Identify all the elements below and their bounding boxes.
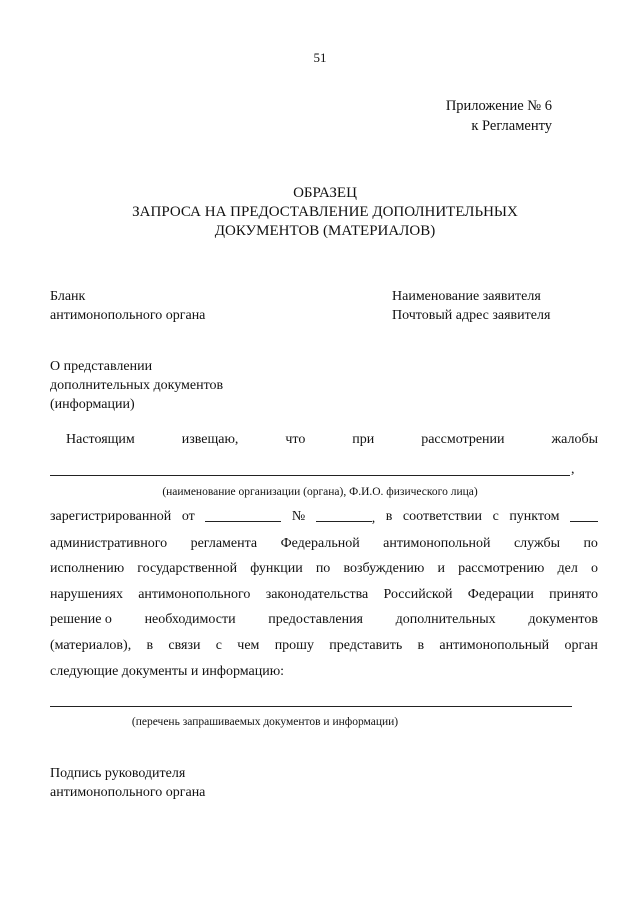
- word: службы: [513, 536, 560, 551]
- word: извещаю,: [181, 432, 239, 447]
- registration-date-blank: [205, 509, 281, 522]
- word: жалобы: [551, 432, 598, 447]
- word: принято: [549, 587, 598, 602]
- word: исполнению: [50, 561, 125, 576]
- word: в: [146, 638, 154, 653]
- body-line-4: [50, 536, 598, 552]
- word: дел: [557, 561, 578, 576]
- word: решение о: [50, 612, 112, 627]
- word: орган: [564, 638, 598, 653]
- word: антимонопольного: [138, 587, 251, 602]
- document-title: [60, 184, 590, 241]
- letterhead-line-2: антимонопольного органа: [50, 308, 206, 323]
- word: соответствии: [402, 509, 483, 524]
- word: и: [437, 561, 445, 576]
- subject-line-2: дополнительных документов: [50, 378, 224, 393]
- number-sign: №: [291, 509, 306, 524]
- organization-blank-line: [50, 475, 570, 476]
- word: что: [285, 432, 306, 447]
- appendix-reference: к Регламенту: [471, 118, 552, 134]
- word: (материалов),: [50, 638, 132, 653]
- body-line-3: [50, 509, 598, 527]
- word: ,: [371, 511, 376, 526]
- word: прошу: [274, 638, 314, 653]
- word: о: [590, 561, 598, 576]
- body-line-1: [66, 432, 598, 448]
- body-line-5: [50, 561, 598, 577]
- registration-number-blank: [316, 509, 372, 522]
- signature-block: [50, 764, 205, 802]
- word: по: [315, 561, 331, 576]
- title-line-1: ОБРАЗЕЦ: [293, 185, 357, 201]
- subject-line-3: (информации): [50, 397, 135, 412]
- letterhead-block: [50, 287, 205, 325]
- word: чем: [237, 638, 260, 653]
- body-line-9: следующие документы и информацию:: [50, 664, 285, 679]
- word: зарегистрированной: [50, 509, 172, 524]
- registration-number-group: [316, 509, 376, 527]
- applicant-block: [392, 287, 550, 325]
- word: дополнительных: [395, 612, 496, 627]
- applicant-address-label: Почтовый адрес заявителя: [392, 308, 551, 323]
- word: в: [385, 509, 393, 524]
- documents-caption: (перечень запрашиваемых документов и информации): [131, 716, 399, 728]
- word: нарушениях: [50, 587, 123, 602]
- body-line-6: [50, 587, 598, 603]
- body-line-8: [50, 638, 598, 654]
- word: по: [583, 536, 598, 551]
- word: рассмотрении: [421, 432, 505, 447]
- word: Федеральной: [280, 536, 360, 551]
- word: от: [181, 509, 195, 524]
- word: антимонопольный: [439, 638, 550, 653]
- word: необходимости: [144, 612, 236, 627]
- page-number: 51: [313, 50, 327, 65]
- applicant-name-label: Наименование заявителя: [392, 289, 541, 304]
- subject-block: [50, 357, 223, 414]
- word: с: [215, 638, 222, 653]
- organization-caption: (наименование организации (органа), Ф.И.О. физического лица): [162, 486, 478, 498]
- word: возбуждению: [343, 561, 425, 576]
- clause-number-blank: [570, 509, 598, 522]
- word: Российской: [383, 587, 453, 602]
- title-line-3: ДОКУМЕНТОВ (МАТЕРИАЛОВ): [214, 223, 436, 239]
- title-line-2: ЗАПРОСА НА ПРЕДОСТАВЛЕНИЕ ДОПОЛНИТЕЛЬНЫХ: [132, 204, 518, 220]
- organization-comma: ,: [571, 462, 575, 477]
- appendix-label: Приложение № 6: [445, 98, 552, 114]
- word: документов: [528, 612, 598, 627]
- word: связи: [168, 638, 201, 653]
- word: государственной: [137, 561, 238, 576]
- word: в: [417, 638, 425, 653]
- word: регламента: [190, 536, 258, 551]
- word: предоставления: [268, 612, 363, 627]
- word: представить: [329, 638, 403, 653]
- body-line-7: [50, 612, 598, 628]
- documents-blank-line: [50, 706, 572, 707]
- subject-line-1: О представлении: [50, 359, 153, 374]
- signature-line-1: Подпись руководителя: [50, 766, 186, 781]
- word: антимонопольной: [383, 536, 491, 551]
- word: с: [492, 509, 499, 524]
- word: рассмотрению: [458, 561, 545, 576]
- word: пунктом: [509, 509, 560, 524]
- word: при: [352, 432, 375, 447]
- letterhead-line-1: Бланк: [50, 289, 86, 304]
- word: функции: [250, 561, 303, 576]
- word: законодательства: [265, 587, 369, 602]
- word: Федерации: [467, 587, 534, 602]
- word: административного: [50, 536, 168, 551]
- word: Настоящим: [66, 432, 135, 447]
- signature-line-2: антимонопольного органа: [50, 785, 206, 800]
